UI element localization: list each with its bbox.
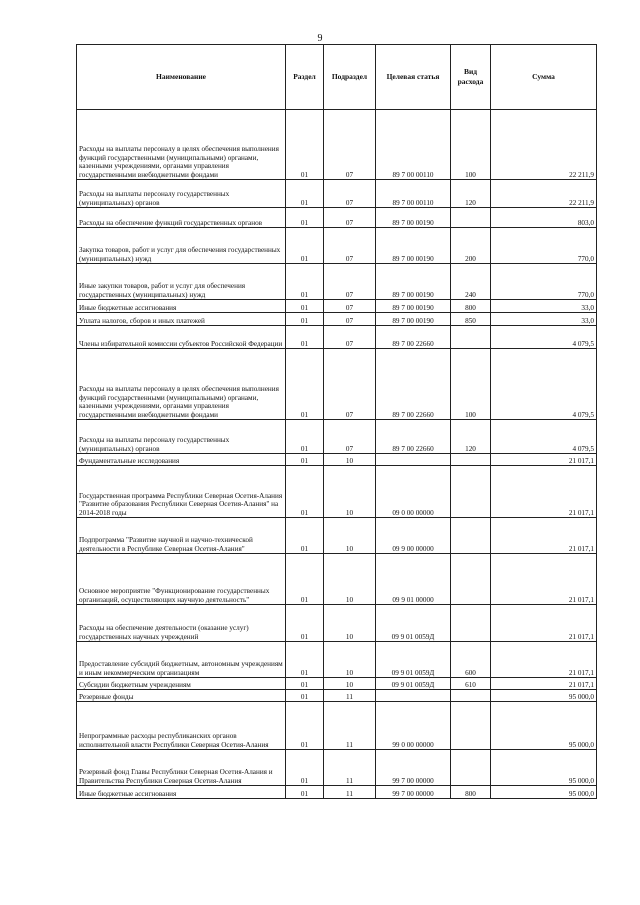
table-row [77, 349, 597, 420]
row-razdel: 01 [286, 518, 324, 554]
row-summa: 22 211,9 [491, 180, 597, 208]
row-vid: 120 [451, 180, 491, 208]
row-name: Иные закупки товаров, работ и услуг для обеспечения государственных (муниципальных) нужд [77, 264, 286, 300]
row-name: Уплата налогов, сборов и иных платежей [77, 313, 286, 326]
row-name: Расходы на выплаты персоналу в целях обеспечения выполнения функций государственными (муниципальными) органами, казенными учреждениями, органами управления государственными внебюджетными фондами [77, 110, 286, 180]
row-summa: 33,0 [491, 313, 597, 326]
row-summa: 95 000,0 [491, 786, 597, 799]
row-celevaya: 89 7 00 00190 [376, 228, 451, 264]
row-podrazdel: 10 [324, 678, 376, 690]
table-row [77, 420, 597, 454]
row-summa: 21 017,1 [491, 466, 597, 518]
row-celevaya: 09 9 01 0059Д [376, 605, 451, 642]
row-razdel: 01 [286, 786, 324, 799]
row-celevaya: 89 7 00 22660 [376, 349, 451, 420]
row-summa: 95 000,0 [491, 702, 597, 750]
row-razdel: 01 [286, 228, 324, 264]
row-vid: 600 [451, 642, 491, 678]
row-celevaya: 89 7 00 00190 [376, 208, 451, 228]
row-celevaya [376, 454, 451, 466]
row-celevaya: 89 7 00 00190 [376, 300, 451, 313]
row-vid [451, 466, 491, 518]
row-summa: 21 017,1 [491, 554, 597, 605]
table-row [77, 518, 597, 554]
table-row [77, 678, 597, 690]
row-summa: 803,0 [491, 208, 597, 228]
row-podrazdel: 11 [324, 786, 376, 799]
row-celevaya: 89 7 00 22660 [376, 326, 451, 349]
row-razdel: 01 [286, 264, 324, 300]
row-podrazdel: 07 [324, 180, 376, 208]
row-summa: 21 017,1 [491, 605, 597, 642]
row-celevaya: 89 7 00 00110 [376, 110, 451, 180]
row-name: Фундаментальные исследования [77, 454, 286, 466]
row-razdel: 01 [286, 454, 324, 466]
row-celevaya: 09 0 00 00000 [376, 466, 451, 518]
table-row [77, 326, 597, 349]
row-vid [451, 554, 491, 605]
row-razdel: 01 [286, 702, 324, 750]
table-row [77, 264, 597, 300]
table-row [77, 702, 597, 750]
row-vid [451, 326, 491, 349]
table-row [77, 454, 597, 466]
row-razdel: 01 [286, 678, 324, 690]
row-summa: 95 000,0 [491, 750, 597, 786]
row-summa: 770,0 [491, 264, 597, 300]
row-razdel: 01 [286, 208, 324, 228]
row-razdel: 01 [286, 313, 324, 326]
row-name: Подпрограмма "Развитие научной и научно-технической деятельности в Республике Северная Осетия-Алания" [77, 518, 286, 554]
page-number: 9 [317, 33, 323, 44]
row-podrazdel: 07 [324, 208, 376, 228]
row-summa: 95 000,0 [491, 690, 597, 702]
row-celevaya: 99 0 00 00000 [376, 702, 451, 750]
row-summa: 21 017,1 [491, 518, 597, 554]
row-podrazdel: 07 [324, 313, 376, 326]
row-name: Непрограммные расходы республиканских органов исполнительной власти Республики Северная Осетия-Алания [77, 702, 286, 750]
table-header-row [77, 45, 597, 110]
row-summa: 22 211,9 [491, 110, 597, 180]
row-vid [451, 454, 491, 466]
row-razdel: 01 [286, 605, 324, 642]
row-podrazdel: 11 [324, 702, 376, 750]
row-vid [451, 690, 491, 702]
row-podrazdel: 07 [324, 349, 376, 420]
row-celevaya: 09 9 01 0059Д [376, 678, 451, 690]
row-name: Резервные фонды [77, 690, 286, 702]
table-row [77, 300, 597, 313]
row-razdel: 01 [286, 326, 324, 349]
row-celevaya: 99 7 00 00000 [376, 750, 451, 786]
row-name: Расходы на выплаты персоналу государственных (муниципальных) органов [77, 180, 286, 208]
row-celevaya: 89 7 00 22660 [376, 420, 451, 454]
row-podrazdel: 07 [324, 300, 376, 313]
table-row [77, 208, 597, 228]
row-razdel: 01 [286, 110, 324, 180]
table-row [77, 642, 597, 678]
row-razdel: 01 [286, 349, 324, 420]
row-podrazdel: 07 [324, 228, 376, 264]
row-summa: 4 079,5 [491, 349, 597, 420]
row-celevaya: 09 9 01 0059Д [376, 642, 451, 678]
table-row [77, 605, 597, 642]
row-summa: 33,0 [491, 300, 597, 313]
row-podrazdel: 07 [324, 326, 376, 349]
row-name: Основное мероприятие "Функционирование государственных организаций, осуществляющих научную деятельность" [77, 554, 286, 605]
row-celevaya: 89 7 00 00190 [376, 264, 451, 300]
row-vid: 800 [451, 786, 491, 799]
row-podrazdel: 07 [324, 420, 376, 454]
row-name: Расходы на обеспечение функций государственных органов [77, 208, 286, 228]
row-vid: 100 [451, 349, 491, 420]
header-summa: Сумма [491, 45, 597, 110]
table-row [77, 690, 597, 702]
row-podrazdel: 07 [324, 264, 376, 300]
header-razdel: Раздел [286, 45, 324, 110]
row-celevaya: 99 7 00 00000 [376, 786, 451, 799]
row-razdel: 01 [286, 300, 324, 313]
table-row [77, 228, 597, 264]
row-podrazdel: 10 [324, 642, 376, 678]
row-razdel: 01 [286, 180, 324, 208]
row-celevaya: 09 9 00 00000 [376, 518, 451, 554]
header-celevaya: Целевая статья [376, 45, 451, 110]
row-celevaya: 89 7 00 00110 [376, 180, 451, 208]
row-vid [451, 702, 491, 750]
row-podrazdel: 10 [324, 466, 376, 518]
row-name: Расходы на выплаты персоналу государственных (муниципальных) органов [77, 420, 286, 454]
table-row [77, 786, 597, 799]
row-name: Субсидии бюджетным учреждениям [77, 678, 286, 690]
row-vid: 200 [451, 228, 491, 264]
row-razdel: 01 [286, 420, 324, 454]
row-podrazdel: 10 [324, 518, 376, 554]
table-row [77, 313, 597, 326]
table-row [77, 466, 597, 518]
row-razdel: 01 [286, 554, 324, 605]
row-celevaya: 89 7 00 00190 [376, 313, 451, 326]
row-name: Предоставление субсидий бюджетным, автономным учреждениям и иным некоммерческим организациям [77, 642, 286, 678]
row-name: Иные бюджетные ассигнования [77, 300, 286, 313]
row-summa: 21 017,1 [491, 678, 597, 690]
row-vid [451, 518, 491, 554]
header-vid: Вид расхода [451, 45, 491, 110]
row-vid: 800 [451, 300, 491, 313]
row-name: Иные бюджетные ассигнования [77, 786, 286, 799]
header-podrazdel: Подраздел [324, 45, 376, 110]
row-podrazdel: 07 [324, 110, 376, 180]
row-name: Государственная программа Республики Северная Осетия-Алания "Развитие образования Республики Северная Осетия-Алания" на 2014-2018 годы [77, 466, 286, 518]
row-name: Расходы на обеспечение деятельности (оказание услуг) государственных научных учреждений [77, 605, 286, 642]
row-podrazdel: 10 [324, 605, 376, 642]
row-razdel: 01 [286, 690, 324, 702]
row-vid: 850 [451, 313, 491, 326]
row-podrazdel: 11 [324, 750, 376, 786]
row-name: Закупка товаров, работ и услуг для обеспечения государственных (муниципальных) нужд [77, 228, 286, 264]
row-vid [451, 605, 491, 642]
row-podrazdel: 11 [324, 690, 376, 702]
row-podrazdel: 10 [324, 454, 376, 466]
row-summa: 4 079,5 [491, 420, 597, 454]
row-razdel: 01 [286, 750, 324, 786]
row-summa: 21 017,1 [491, 642, 597, 678]
row-podrazdel: 10 [324, 554, 376, 605]
row-name: Члены избирательной комиссии субъектов Российской Федерации [77, 326, 286, 349]
row-celevaya [376, 690, 451, 702]
row-summa: 4 079,5 [491, 326, 597, 349]
row-summa: 21 017,1 [491, 454, 597, 466]
row-razdel: 01 [286, 642, 324, 678]
header-name: Наименование [77, 45, 286, 110]
table-row [77, 180, 597, 208]
row-vid: 240 [451, 264, 491, 300]
row-celevaya: 09 9 01 00000 [376, 554, 451, 605]
row-vid: 120 [451, 420, 491, 454]
row-razdel: 01 [286, 466, 324, 518]
row-vid [451, 208, 491, 228]
table-row [77, 750, 597, 786]
row-vid [451, 750, 491, 786]
table-row [77, 110, 597, 180]
row-name: Резервный фонд Главы Республики Северная Осетия-Алания и Правительства Республики Северная Осетия-Алания [77, 750, 286, 786]
table-body [77, 110, 597, 799]
row-vid: 100 [451, 110, 491, 180]
row-vid: 610 [451, 678, 491, 690]
row-name: Расходы на выплаты персоналу в целях обеспечения выполнения функций государственными (муниципальными) органами, казенными учреждениями, органами управления государственными внебюджетными фондами [77, 349, 286, 420]
budget-table [76, 44, 597, 799]
table-row [77, 554, 597, 605]
row-summa: 770,0 [491, 228, 597, 264]
